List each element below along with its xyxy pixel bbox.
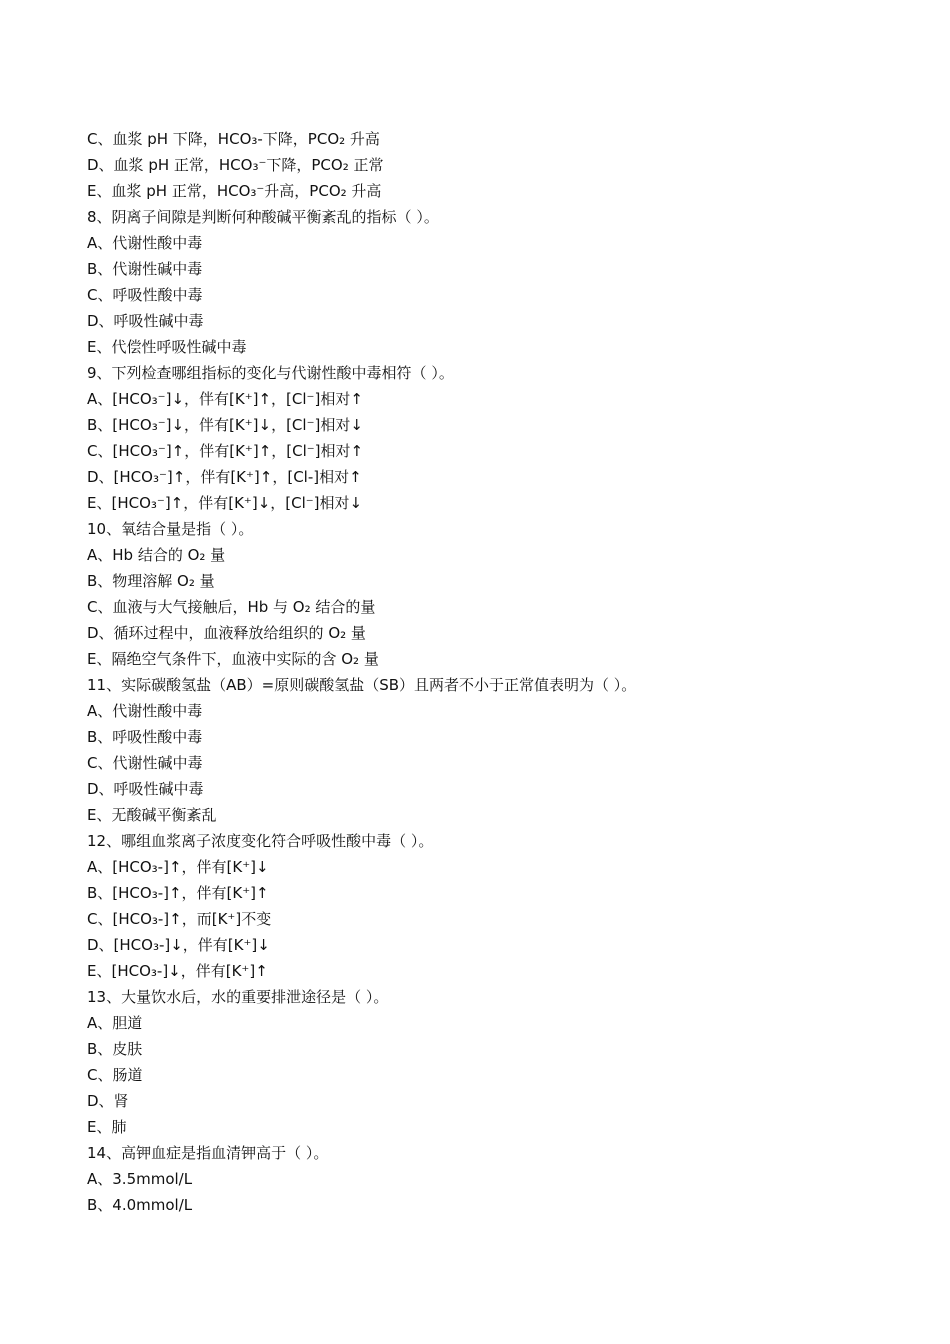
- option-line: A、代谢性酸中毒: [87, 234, 203, 252]
- option-line: C、肠道: [87, 1066, 143, 1084]
- option-line: D、[HCO₃-]↓，伴有[K⁺]↓: [87, 936, 270, 954]
- question-line: 10、氧结合量是指（ ）。: [87, 520, 254, 538]
- option-line: B、[HCO₃⁻]↓，伴有[K⁺]↓，[Cl⁻]相对↓: [87, 416, 363, 434]
- option-line: E、[HCO₃-]↓，伴有[K⁺]↑: [87, 962, 268, 980]
- question-line: 8、阴离子间隙是判断何种酸碱平衡紊乱的指标（ ）。: [87, 208, 439, 226]
- option-line: C、呼吸性酸中毒: [87, 286, 203, 304]
- option-line: C、[HCO₃-]↑，而[K⁺]不变: [87, 910, 272, 928]
- option-line: A、[HCO₃-]↑，伴有[K⁺]↓: [87, 858, 269, 876]
- option-line: D、循环过程中，血液释放给组织的 O₂ 量: [87, 624, 366, 642]
- option-line: E、血浆 pH 正常，HCO₃⁻升高，PCO₂ 升高: [87, 182, 382, 200]
- option-line: B、皮肤: [87, 1040, 143, 1058]
- question-line: 9、下列检查哪组指标的变化与代谢性酸中毒相符（ ）。: [87, 364, 454, 382]
- option-line: C、血浆 pH 下降，HCO₃-下降，PCO₂ 升高: [87, 130, 380, 148]
- option-line: A、Hb 结合的 O₂ 量: [87, 546, 226, 564]
- option-line: C、[HCO₃⁻]↑，伴有[K⁺]↑，[Cl⁻]相对↑: [87, 442, 364, 460]
- option-line: A、[HCO₃⁻]↓，伴有[K⁺]↑，[Cl⁻]相对↑: [87, 390, 363, 408]
- option-line: B、[HCO₃-]↑，伴有[K⁺]↑: [87, 884, 269, 902]
- question-line: 13、大量饮水后，水的重要排泄途径是（ ）。: [87, 988, 389, 1006]
- option-line: C、血液与大气接触后，Hb 与 O₂ 结合的量: [87, 598, 376, 616]
- option-line: B、代谢性碱中毒: [87, 260, 203, 278]
- option-line: D、肾: [87, 1092, 129, 1110]
- option-line: B、物理溶解 O₂ 量: [87, 572, 215, 590]
- option-line: D、血浆 pH 正常，HCO₃⁻下降，PCO₂ 正常: [87, 156, 384, 174]
- option-line: E、隔绝空气条件下，血液中实际的含 O₂ 量: [87, 650, 379, 668]
- option-line: B、呼吸性酸中毒: [87, 728, 203, 746]
- question-list: [87, 126, 887, 1218]
- option-line: D、[HCO₃⁻]↑，伴有[K⁺]↑，[Cl-]相对↑: [87, 468, 362, 486]
- option-line: E、无酸碱平衡紊乱: [87, 806, 217, 824]
- question-line: 12、哪组血浆离子浓度变化符合呼吸性酸中毒（ ）。: [87, 832, 434, 850]
- option-line: C、代谢性碱中毒: [87, 754, 203, 772]
- option-line: B、4.0mmol/L: [87, 1196, 193, 1214]
- option-line: D、呼吸性碱中毒: [87, 780, 204, 798]
- option-line: A、3.5mmol/L: [87, 1170, 193, 1188]
- question-line: 11、实际碳酸氢盐（AB）=原则碳酸氢盐（SB）且两者不小于正常值表明为（ ）。: [87, 676, 637, 694]
- option-line: D、呼吸性碱中毒: [87, 312, 204, 330]
- question-line: 14、高钾血症是指血清钾高于（ ）。: [87, 1144, 329, 1162]
- option-line: E、肺: [87, 1118, 127, 1136]
- option-line: E、代偿性呼吸性碱中毒: [87, 338, 247, 356]
- option-line: E、[HCO₃⁻]↑，伴有[K⁺]↓，[Cl⁻]相对↓: [87, 494, 363, 512]
- option-line: A、胆道: [87, 1014, 143, 1032]
- option-line: A、代谢性酸中毒: [87, 702, 203, 720]
